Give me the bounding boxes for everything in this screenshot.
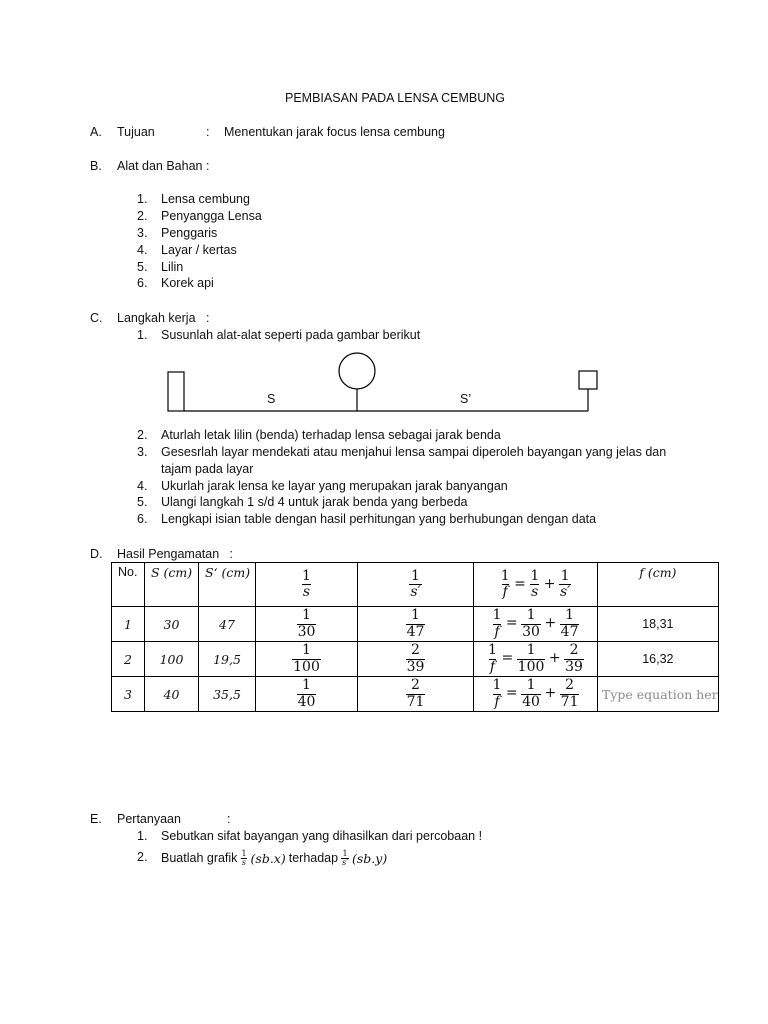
section-c-label: Langkah kerja : xyxy=(117,311,210,325)
table-row xyxy=(112,607,719,642)
cell-s: 40 xyxy=(145,677,199,712)
section-d-letter: D. xyxy=(90,547,103,561)
cell-inverse-s-prime xyxy=(358,607,474,642)
numerator: 1 xyxy=(488,642,497,659)
numerator: 1 xyxy=(302,567,311,584)
denominator: 30 xyxy=(522,623,540,640)
denominator: s xyxy=(302,584,311,600)
step-number: 2. xyxy=(137,428,148,442)
numerator: 1 xyxy=(411,567,420,584)
cell-s: 30 xyxy=(145,607,199,642)
step-text: tajam pada layar xyxy=(161,462,254,476)
numerator: 1 xyxy=(530,567,540,584)
denominator: s′ xyxy=(559,584,571,600)
table-header-row xyxy=(112,563,719,607)
numerator: 1 xyxy=(526,677,536,694)
step-number: 5. xyxy=(137,495,148,509)
setup-diagram xyxy=(160,350,610,420)
cell-inverse-s xyxy=(256,677,358,712)
cell-s: 100 xyxy=(145,642,199,677)
question-text: Sebutkan sifat bayangan yang dihasilkan dari percobaan ! xyxy=(161,829,483,843)
cell-inverse-s-prime xyxy=(358,642,474,677)
cell-focal-length: 18,31 xyxy=(598,607,719,642)
section-e-label: Pertanyaan xyxy=(117,812,181,826)
numerator: 1 xyxy=(302,677,311,694)
header-s: S (cm) xyxy=(145,563,199,607)
cell-inverse-s xyxy=(256,607,358,642)
list-item-number: 2. xyxy=(137,209,148,223)
numerator: 2 xyxy=(569,642,579,659)
list-item: Penggaris xyxy=(161,226,218,240)
numerator: 2 xyxy=(411,642,420,659)
step-number: 4. xyxy=(137,479,148,493)
question-number: 1. xyxy=(137,829,148,843)
cell-no: 1 xyxy=(112,607,145,642)
equals-sign: = xyxy=(514,575,526,592)
cell-s-prime: 19,5 xyxy=(199,642,256,677)
cell-lens-formula xyxy=(474,607,598,642)
observation-table xyxy=(111,562,719,712)
section-e-letter: E. xyxy=(90,812,102,826)
header-inverse-s-prime xyxy=(358,563,474,607)
convex-lens-shape xyxy=(339,353,375,389)
screen-shape xyxy=(579,371,597,389)
numerator: 1 xyxy=(526,642,536,659)
denominator: 39 xyxy=(565,658,583,675)
equals-sign: = xyxy=(505,615,518,632)
list-item: Lensa cembung xyxy=(161,192,250,206)
step-number: 3. xyxy=(137,445,148,459)
cell-inverse-s-prime xyxy=(358,677,474,712)
denominator: 39 xyxy=(406,658,425,675)
question-number: 2. xyxy=(137,850,148,864)
denominator: f xyxy=(494,693,500,710)
equals-sign: = xyxy=(505,685,518,702)
numerator: 2 xyxy=(565,677,575,694)
numerator: 1 xyxy=(342,848,348,858)
numerator: 1 xyxy=(492,607,502,624)
table-row xyxy=(112,642,719,677)
denominator: 100 xyxy=(517,658,545,675)
numerator: 1 xyxy=(492,677,502,694)
step-text: Ulangi langkah 1 s/d 4 untuk jarak benda yang berbeda xyxy=(161,495,468,509)
equation-placeholder-text: Type equation her xyxy=(602,686,718,702)
numerator: 2 xyxy=(411,677,420,694)
section-a-label: Tujuan xyxy=(117,125,155,139)
section-b-label: Alat dan Bahan : xyxy=(117,159,210,173)
object-distance-label: S xyxy=(267,392,276,406)
cell-lens-formula xyxy=(474,642,598,677)
section-a-letter: A. xyxy=(90,125,102,139)
plus-sign: + xyxy=(548,650,561,667)
list-item-number: 5. xyxy=(137,260,148,274)
plus-sign: + xyxy=(543,575,556,592)
numerator: 1 xyxy=(526,607,536,624)
denominator: s′ xyxy=(342,857,349,867)
denominator: s xyxy=(241,857,247,867)
denominator: f xyxy=(502,584,508,600)
denominator: f xyxy=(494,623,500,640)
denominator: s xyxy=(531,584,539,600)
candle-shape xyxy=(168,372,184,411)
list-item-number: 4. xyxy=(137,243,148,257)
step-text: Susunlah alat-alat seperti pada gambar berikut xyxy=(161,328,421,342)
list-item: Penyangga Lensa xyxy=(161,209,262,223)
step-text: Aturlah letak lilin (benda) terhadap lensa sebagai jarak benda xyxy=(161,428,501,442)
denominator: 100 xyxy=(293,658,320,675)
section-d-label: Hasil Pengamatan : xyxy=(117,547,234,561)
step-text: Ukurlah jarak lensa ke layar yang merupakan jarak banyangan xyxy=(161,479,508,493)
cell-s-prime: 47 xyxy=(199,607,256,642)
cell-no: 3 xyxy=(112,677,145,712)
step-text: Lengkapi isian table dengan hasil perhitungan yang berhubungan dengan data xyxy=(161,512,597,526)
equation-placeholder[interactable] xyxy=(598,677,719,712)
step-text: Gesesrlah layar mendekati atau menjahui lensa sampai diperoleh bayangan yang jelas dan xyxy=(161,445,667,459)
cell-no: 2 xyxy=(112,642,145,677)
denominator: 47 xyxy=(560,623,579,640)
list-item: Lilin xyxy=(161,260,184,274)
header-inverse-s xyxy=(256,563,358,607)
section-c-letter: C. xyxy=(90,311,103,325)
table-row xyxy=(112,677,719,712)
list-item-number: 3. xyxy=(137,226,148,240)
denominator: 40 xyxy=(522,693,540,710)
section-a-text: Menentukan jarak focus lensa cembung xyxy=(224,125,445,139)
numerator: 1 xyxy=(241,848,247,858)
question-text: terhadap xyxy=(288,851,339,865)
step-number: 6. xyxy=(137,512,148,526)
question-text: Buatlah grafik xyxy=(161,851,238,865)
numerator: 1 xyxy=(500,567,510,584)
header-no: No. xyxy=(112,563,145,607)
numerator: 1 xyxy=(560,567,570,584)
denominator: s′ xyxy=(410,584,421,600)
step-number: 1. xyxy=(137,328,148,342)
question-graph xyxy=(161,845,387,871)
numerator: 1 xyxy=(302,607,311,624)
equals-sign: = xyxy=(501,650,514,667)
plus-sign: + xyxy=(544,615,557,632)
denominator: 30 xyxy=(297,623,316,640)
list-item: Korek api xyxy=(161,276,214,290)
cell-s-prime: 35,5 xyxy=(199,677,256,712)
section-a-colon: : xyxy=(206,125,210,139)
section-b-letter: B. xyxy=(90,159,102,173)
list-item-number: 1. xyxy=(137,192,148,206)
numerator: 1 xyxy=(411,607,420,624)
header-focal-length: f (cm) xyxy=(598,563,719,607)
numerator: 1 xyxy=(302,642,311,659)
x-axis-note: (sb.x) xyxy=(250,850,286,866)
numerator: 1 xyxy=(565,607,575,624)
list-item: Layar / kertas xyxy=(161,243,237,257)
cell-focal-length: 16,32 xyxy=(598,642,719,677)
denominator: 40 xyxy=(297,693,316,710)
denominator: 47 xyxy=(406,623,425,640)
header-lens-formula xyxy=(474,563,598,607)
list-item-number: 6. xyxy=(137,276,148,290)
denominator: 71 xyxy=(406,693,425,710)
denominator: 71 xyxy=(560,693,579,710)
denominator: f xyxy=(489,658,496,675)
section-e-colon: : xyxy=(227,812,231,826)
cell-inverse-s xyxy=(256,642,358,677)
image-distance-label: S’ xyxy=(460,392,472,406)
cell-lens-formula xyxy=(474,677,598,712)
y-axis-note: (sb.y) xyxy=(352,850,388,866)
plus-sign: + xyxy=(544,685,557,702)
header-s-prime: S‘ (cm) xyxy=(199,563,256,607)
document-title: PEMBIASAN PADA LENSA CEMBUNG xyxy=(285,91,505,105)
